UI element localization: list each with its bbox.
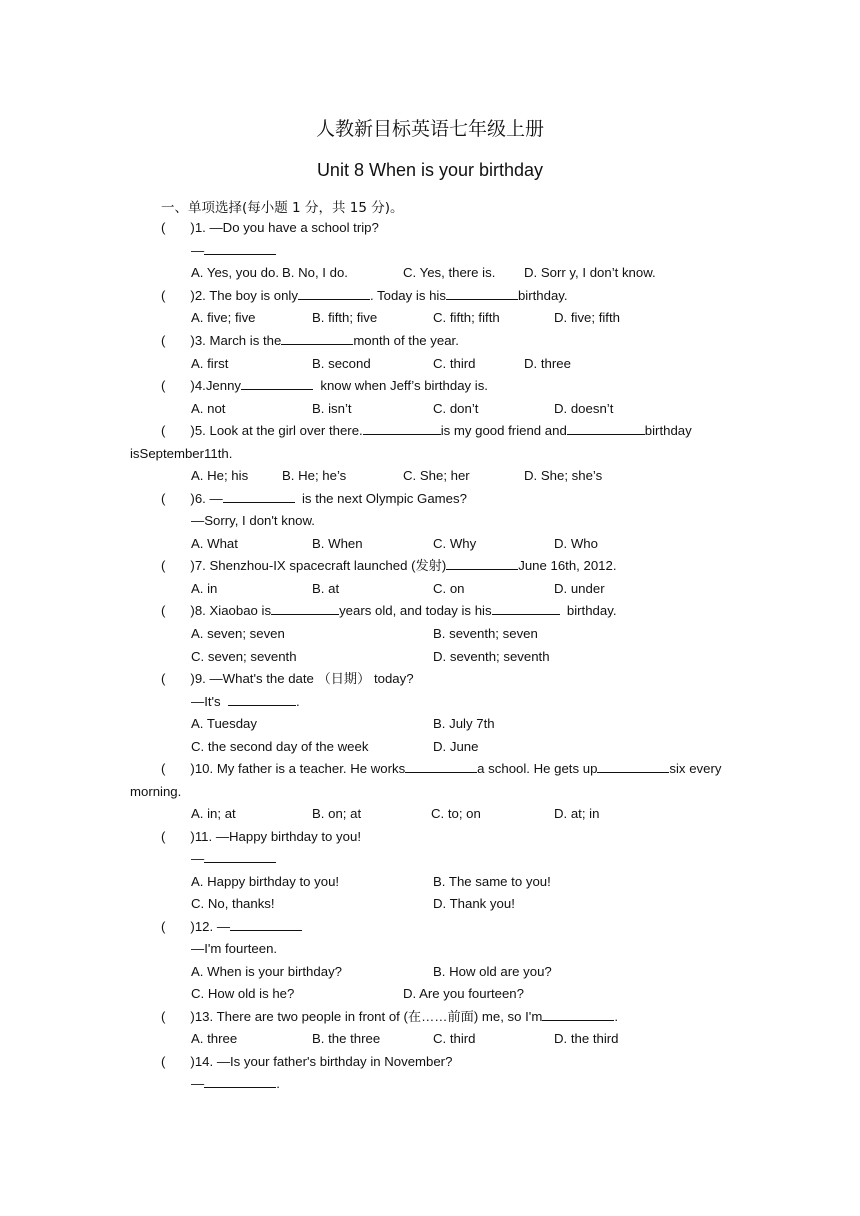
option-a[interactable]: A. Tuesday xyxy=(191,716,257,731)
option-b[interactable]: B. When xyxy=(312,536,363,551)
option-a[interactable]: A. seven; seven xyxy=(191,626,285,641)
question-13: ( )13. There are two people in front of (在……前面) me, so I'm . xyxy=(161,1009,618,1024)
option-d[interactable]: D. June xyxy=(433,739,479,754)
answer-blank[interactable] xyxy=(597,760,669,773)
option-b[interactable]: B. He; he’s xyxy=(282,468,347,483)
option-c[interactable]: C. seven; seventh xyxy=(191,649,297,664)
question-11-reply: — xyxy=(191,850,276,868)
option-d[interactable]: D. doesn’t xyxy=(554,401,614,416)
option-b[interactable]: B. at xyxy=(312,581,340,596)
question-6-reply: —Sorry, I don't know. xyxy=(191,513,315,528)
option-a[interactable]: A. in; at xyxy=(191,806,236,821)
document-title-english: Unit 8 When is your birthday xyxy=(316,160,544,180)
option-a[interactable]: A. three xyxy=(191,1031,238,1046)
option-b[interactable]: B. the three xyxy=(312,1031,381,1046)
answer-blank[interactable] xyxy=(405,760,477,773)
option-a[interactable]: A. What xyxy=(191,536,238,551)
option-d[interactable]: D. three xyxy=(524,356,571,371)
question-9-reply: —It's . xyxy=(191,694,300,709)
option-b[interactable]: B. seventh; seven xyxy=(433,626,538,641)
answer-paren: ( xyxy=(161,220,166,235)
answer-blank[interactable] xyxy=(223,490,295,503)
option-b[interactable]: B. second xyxy=(312,356,371,371)
option-b[interactable]: B. on; at xyxy=(312,806,362,821)
option-b[interactable]: B. How old are you? xyxy=(433,964,552,979)
option-c[interactable]: C. third xyxy=(433,1031,476,1046)
option-c[interactable]: C. She; her xyxy=(403,468,470,483)
option-a[interactable]: A. He; his xyxy=(191,468,249,483)
answer-blank[interactable] xyxy=(271,602,339,615)
option-a[interactable]: A. five; five xyxy=(191,310,256,325)
question-10-continued: morning. xyxy=(130,784,182,799)
option-d[interactable]: D. five; fifth xyxy=(554,310,620,325)
answer-blank[interactable] xyxy=(542,1008,614,1021)
option-c[interactable]: C. the second day of the week xyxy=(191,739,369,754)
answer-blank[interactable] xyxy=(363,422,441,435)
option-d[interactable]: D. Sorr y, I don’t know. xyxy=(524,265,656,280)
option-d[interactable]: D. under xyxy=(554,581,605,596)
answer-blank[interactable] xyxy=(241,377,313,390)
option-c[interactable]: C. Why xyxy=(433,536,477,551)
question-7: ( )7. Shenzhou-IX spacecraft launched (发射) June 16th, 2012. xyxy=(161,558,617,573)
answer-blank[interactable] xyxy=(230,918,302,931)
option-d[interactable]: D. Are you fourteen? xyxy=(403,986,524,1001)
option-b[interactable]: B. The same to you! xyxy=(433,874,551,889)
document-title-chinese: 人教新目标英语七年级上册 xyxy=(315,118,544,140)
question-text: —Do you have a school trip? xyxy=(209,220,379,235)
option-b[interactable]: B. July 7th xyxy=(433,716,495,731)
answer-blank[interactable] xyxy=(298,287,370,300)
option-d[interactable]: D. Thank you! xyxy=(433,896,515,911)
option-c[interactable]: C. third xyxy=(433,356,476,371)
question-8: ( )8. Xiaobao is years old, and today is his birthday. xyxy=(161,603,617,618)
question-10: ( )10. My father is a teacher. He works a school. He gets up six every xyxy=(161,761,722,776)
option-d[interactable]: D. Who xyxy=(554,536,598,551)
answer-blank[interactable] xyxy=(567,422,645,435)
option-c[interactable]: C. on xyxy=(433,581,465,596)
option-d[interactable]: D. seventh; seventh xyxy=(433,649,550,664)
option-a[interactable]: A. Happy birthday to you! xyxy=(191,874,340,889)
answer-blank[interactable] xyxy=(204,850,276,863)
question-14-reply: — . xyxy=(191,1076,280,1091)
answer-blank[interactable] xyxy=(446,287,518,300)
option-c[interactable]: C. to; on xyxy=(431,806,481,821)
question-11: ( )11. —Happy birthday to you! xyxy=(161,829,361,844)
question-12-reply: —I'm fourteen. xyxy=(191,941,278,956)
option-c[interactable]: C. No, thanks! xyxy=(191,896,275,911)
question-4: ( )4.Jenny know when Jeff’s birthday is. xyxy=(161,378,488,393)
option-d[interactable]: D. She; she’s xyxy=(524,468,603,483)
option-c[interactable]: C. don’t xyxy=(433,401,479,416)
section-heading: 一、单项选择(每小题 1 分，共 15 分)。 xyxy=(161,200,404,216)
option-d[interactable]: D. the third xyxy=(554,1031,619,1046)
option-c[interactable]: C. Yes, there is. xyxy=(403,265,496,280)
answer-blank[interactable] xyxy=(228,693,296,706)
question-2: ( )2. The boy is only . Today is his birthday. xyxy=(161,288,568,303)
answer-blank[interactable] xyxy=(492,602,560,615)
question-12: ( )12. — xyxy=(161,918,302,936)
question-14: ( )14. —Is your father's birthday in November? xyxy=(161,1054,453,1069)
answer-blank[interactable] xyxy=(281,332,353,345)
option-d[interactable]: D. at; in xyxy=(554,806,600,821)
option-a[interactable]: A. Yes, you do. xyxy=(191,265,279,280)
option-c[interactable]: C. fifth; fifth xyxy=(433,310,500,325)
question-5-continued: isSeptember11th. xyxy=(130,446,233,461)
question-6: ( )6. — is the next Olympic Games? xyxy=(161,491,467,506)
option-b[interactable]: B. isn’t xyxy=(312,401,352,416)
question-number: 1 xyxy=(194,220,203,235)
answer-blank[interactable] xyxy=(204,1075,276,1088)
option-a[interactable]: A. When is your birthday? xyxy=(191,964,342,979)
answer-blank[interactable] xyxy=(446,557,518,570)
option-c[interactable]: C. How old is he? xyxy=(191,986,295,1001)
option-a[interactable]: A. in xyxy=(191,581,218,596)
option-a[interactable]: A. not xyxy=(191,401,226,416)
answer-blank[interactable] xyxy=(204,242,276,255)
question-1: ( )1. —Do you have a school trip? xyxy=(161,220,379,235)
question-1-reply: — xyxy=(191,242,276,260)
question-5: ( )5. Look at the girl over there. is my good friend and birthday xyxy=(161,423,692,438)
question-3: ( )3. March is the month of the year. xyxy=(161,333,459,348)
option-a[interactable]: A. first xyxy=(191,356,229,371)
option-b[interactable]: B. No, I do. xyxy=(282,265,348,280)
question-9: ( )9. —What's the date （日期） today? xyxy=(161,671,414,686)
option-b[interactable]: B. fifth; five xyxy=(312,310,378,325)
